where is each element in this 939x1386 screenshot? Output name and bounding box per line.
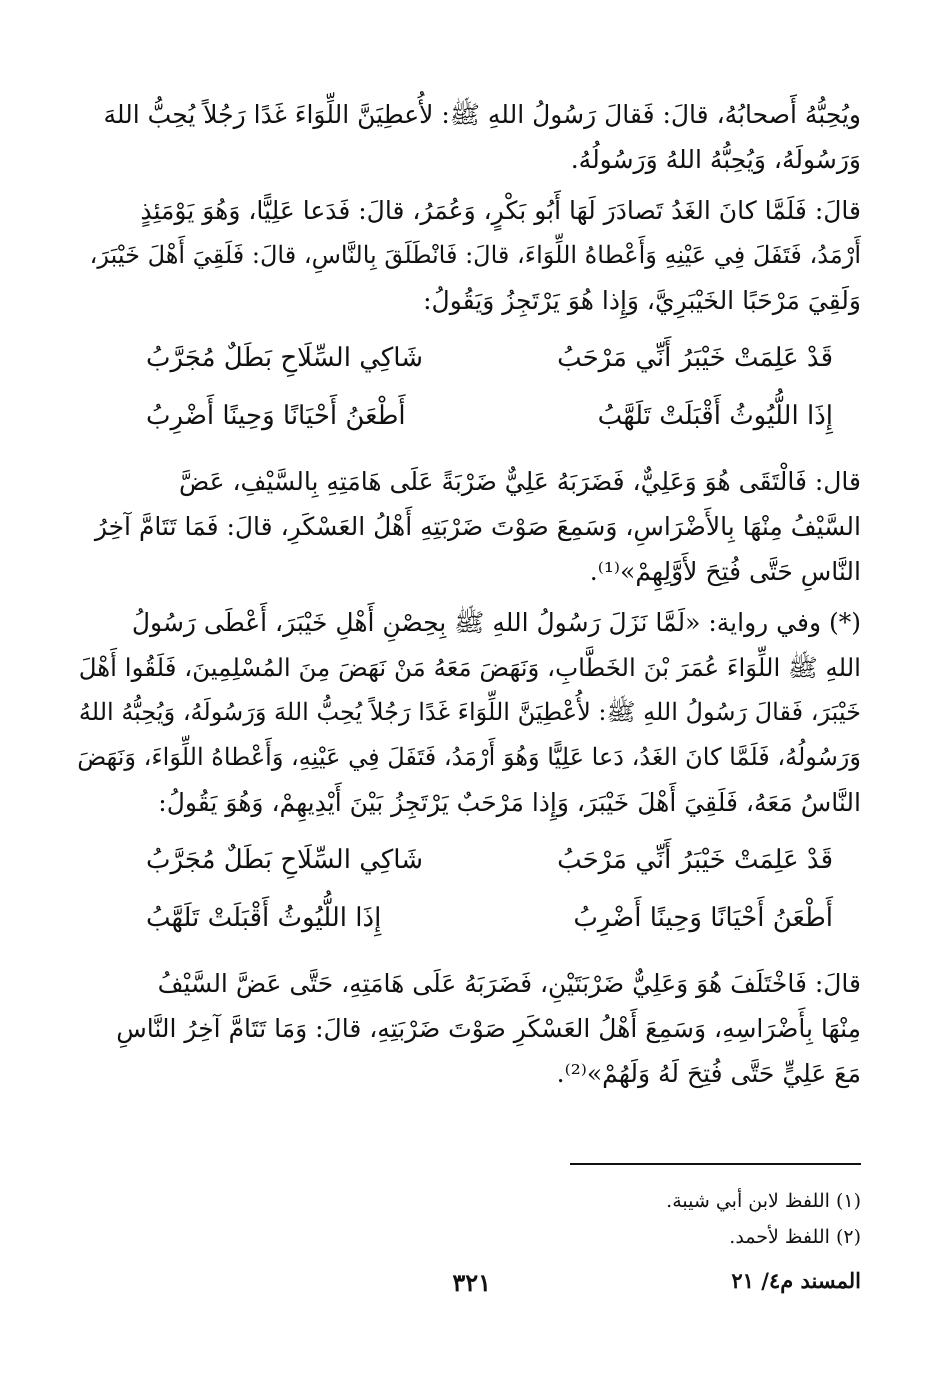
verse-row [76, 329, 861, 387]
text-line: النَّاسِ حَتَّى فُتِحَ لأَوَّلِهِمْ»⁽¹⁾. [589, 557, 861, 586]
text-line: قالَ: فَاخْتَلَفَ هُوَ وَعَلِيٌّ ضَرْبَتَيْنِ، فَضَرَبَهُ عَلَى هَامَتِهِ، حَتَّى عَضَّ السَّيْفُ [157, 969, 861, 998]
paragraph-2 [76, 188, 861, 323]
text-line: السَّيْفُ مِنْهَا بِالأَضْرَاسِ، وَسَمِعَ صَوْتَ ضَرْبَتِهِ أَهْلُ العَسْكَرِ، قالَ: فَمَا تَتَامَّ آخِرُ [94, 512, 861, 541]
verse-second-hemistich: شَاكِي السِّلَاحِ بَطَلٌ مُجَرَّبُ [146, 343, 423, 373]
footnote-2: (٢) اللفظ لأحمد. [729, 1226, 861, 1248]
footnotes [261, 1183, 861, 1255]
verse-first-hemistich: إِذَا اللُّيُوثُ أَقْبَلَتْ تَلَهَّبُ [597, 401, 833, 431]
text-line: مَعَ عَلِيٍّ حَتَّى فُتِحَ لَهُ وَلَهُمْ»⁽²⁾. [556, 1059, 861, 1088]
text-line: وَرَسُولَهُ، وَيُحِبُّهُ اللهُ وَرَسُولُهُ. [570, 145, 861, 174]
verse-row [76, 889, 861, 947]
verse-second-hemistich: إِذَا اللُّيُوثُ أَقْبَلَتْ تَلَهَّبُ [146, 903, 382, 933]
text-line: النَّاسُ مَعَهُ، فَلَقِيَ أَهْلَ خَيْبَرَ، وَإِذا مَرْحَبٌ يَرْتَجِزُ بَيْنَ أَيْدِيهِمْ، وَهُوَ يَقُولُ: [158, 788, 861, 817]
text-line: خَيْبَرَ، فَقالَ رَسُولُ اللهِ ﷺ: لأُعْطِيَنَّ اللِّوَاءَ غَدًا رَجُلاً يُحِبُّ اللهَ وَرَسُولَهُ، وَيُحِبُّهُ اللهُ [78, 698, 861, 726]
text-line: وَرَسُولُهُ، فَلَمَّا كانَ الغَدُ، دَعا عَلِيًّا وَهُوَ أَرْمَدُ، فَتَفَلَ فِي عَيْنِهِ، وَأَعْطاهُ اللِّوَاءَ، وَنَهَضَ [77, 743, 861, 771]
poem-verses-1 [76, 329, 861, 445]
page-number: ٣٢١ [452, 1268, 491, 1297]
verse-second-hemistich: أَطْعَنُ أَحْيَانًا وَحِينًا أَضْرِبُ [146, 401, 406, 431]
text-line: مِنْهَا بِأَضْرَاسِهِ، وَسَمِعَ أَهْلُ العَسْكَرِ صَوْتَ ضَرْبَتِهِ، قالَ: وَمَا تَتَامَّ آخِرُ النَّاسِ [116, 1014, 861, 1043]
paragraph-1 [76, 92, 861, 182]
text-line: اللهِ ﷺ اللِّوَاءَ عُمَرَ بْنَ الخَطَّابِ، وَنَهَضَ مَعَهُ مَنْ نَهَضَ مِنَ المُسْلِمِينَ، فَلَقُوا أَهْلَ [78, 653, 861, 682]
verse-row [76, 831, 861, 889]
main-text [76, 92, 861, 1102]
verse-first-hemistich: قَدْ عَلِمَتْ خَيْبَرُ أَنِّي مَرْحَبُ [557, 343, 833, 373]
footnote-1: (١) اللفظ لابن أبي شيبة. [666, 1190, 861, 1212]
text-line: قال: فَالْتَقَى هُوَ وَعَلِيٌّ، فَضَرَبَهُ عَلِيٌّ ضَرْبَةً عَلَى هَامَتِهِ بِالسَّيْفِ، عَضَّ [178, 467, 861, 496]
text-line: (*) وفي رواية: «لَمَّا نَزَلَ رَسُولُ اللهِ ﷺ بِحِصْنِ أَهْلِ خَيْبَرَ، أَعْطَى رَسُولُ [131, 608, 861, 637]
text-line: وَلَقِيَ مَرْحَبًا الخَيْبَرِيَّ، وَإِذا هُوَ يَرْتَجِزُ وَيَقُولُ: [423, 286, 861, 315]
signature-mark: المسند م٤/ ٢١ [731, 1268, 861, 1293]
text-line: قالَ: فَلَمَّا كانَ الغَدُ تَصادَرَ لَهَا أَبُو بَكْرٍ، وَعُمَرُ، قالَ: فَدَعا عَلِيًّا، وَهُوَ يَوْمَئِذٍ [140, 196, 861, 225]
paragraph-3 [76, 459, 861, 594]
text-line: ويُحِبُّهُ أَصحابُهُ، قالَ: فَقالَ رَسُولُ اللهِ ﷺ: لأُعطِيَنَّ اللِّوَاءَ غَدًا رَجُلاً يُحِبُّ اللهَ [103, 100, 861, 129]
paragraph-5 [76, 961, 861, 1096]
poem-verses-2 [76, 831, 861, 947]
text-line: أَرْمَدُ، فَتَفَلَ فِي عَيْنِهِ وَأَعْطاهُ اللِّوَاءَ، قالَ: فَانْطَلَقَ بِالنَّاسِ، قالَ: فَلَقِيَ أَهْلَ خَيْبَرَ، [89, 241, 861, 269]
verse-first-hemistich: أَطْعَنُ أَحْيَانًا وَحِينًا أَضْرِبُ [573, 903, 833, 933]
verse-first-hemistich: قَدْ عَلِمَتْ خَيْبَرُ أَنِّي مَرْحَبُ [557, 845, 833, 875]
verse-second-hemistich: شَاكِي السِّلَاحِ بَطَلٌ مُجَرَّبُ [146, 845, 423, 875]
verse-row [76, 387, 861, 445]
page-footer [76, 1268, 861, 1308]
paragraph-4 [76, 600, 861, 825]
footnote-divider [570, 1163, 861, 1165]
